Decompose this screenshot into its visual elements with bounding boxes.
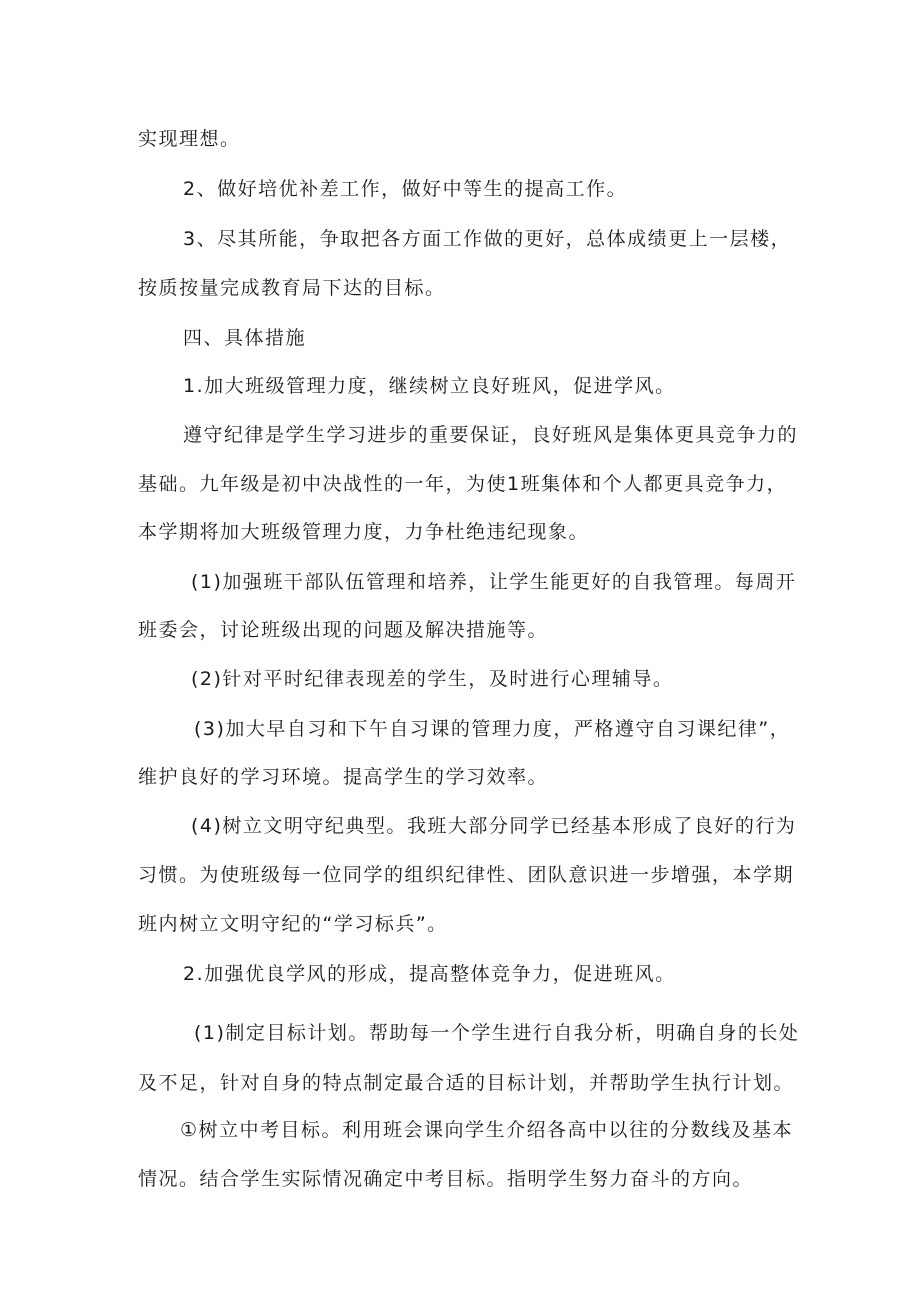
text-line-21: ①树立中考目标。利用班会课向学生介绍各高中以往的分数线及基本 bbox=[180, 1119, 794, 1141]
text-line-13: (3)加大早自习和下午自习课的管理力度，严格遵守自习课纪律”， bbox=[194, 718, 791, 740]
text-line-14: 维护良好的学习环境。提高学生的学习效率。 bbox=[138, 766, 549, 788]
text-line-9: 本学期将加大班级管理力度，力争杜绝违纪现象。 bbox=[138, 521, 590, 543]
text-line-3: 3、尽其所能，争取把各方面工作做的更好，总体成绩更上一层楼， bbox=[183, 228, 792, 250]
text-line-12: (2)针对平时纪律表现差的学生，及时进行心理辅导。 bbox=[191, 668, 674, 690]
text-line-1: 实现理想。 bbox=[138, 128, 241, 150]
text-line-22: 情况。结合学生实际情况确定中考目标。指明学生努力奋斗的方向。 bbox=[138, 1168, 754, 1190]
text-line-11: 班委会，讨论班级出现的问题及解决措施等。 bbox=[138, 619, 549, 641]
text-line-2: 2、做好培优补差工作，做好中等生的提高工作。 bbox=[183, 178, 628, 200]
text-line-8: 基础。九年级是初中决战性的一年，为使1班集体和个人都更具竞争力， bbox=[138, 473, 788, 495]
text-line-6: 1.加大班级管理力度，继续树立良好班风，促进学风。 bbox=[183, 375, 676, 397]
text-line-15: (4)树立文明守纪典型。我班大部分同学已经基本形成了良好的行为 bbox=[191, 815, 797, 837]
text-line-17: 班内树立文明守纪的“学习标兵”。 bbox=[138, 913, 448, 935]
text-line-10: (1)加强班干部队伍管理和培养，让学生能更好的自我管理。每周开 bbox=[191, 571, 797, 593]
text-line-16: 习惯。为使班级每一位同学的组织纪律性、团队意识进一步增强，本学期 bbox=[138, 864, 795, 886]
text-line-18: 2.加强优良学风的形成，提高整体竞争力，促进班风。 bbox=[183, 963, 676, 985]
text-line-19: (1)制定目标计划。帮助每一个学生进行自我分析，明确自身的长处 bbox=[194, 1022, 800, 1044]
text-line-7: 遵守纪律是学生学习进步的重要保证，良好班风是集体更具竞争力的 bbox=[183, 424, 799, 446]
text-line-20: 及不足，针对自身的特点制定最合适的目标计划，并帮助学生执行计划。 bbox=[138, 1072, 795, 1094]
text-line-4: 按质按量完成教育局下达的目标。 bbox=[138, 277, 446, 299]
section-heading: 四、具体措施 bbox=[183, 327, 307, 349]
